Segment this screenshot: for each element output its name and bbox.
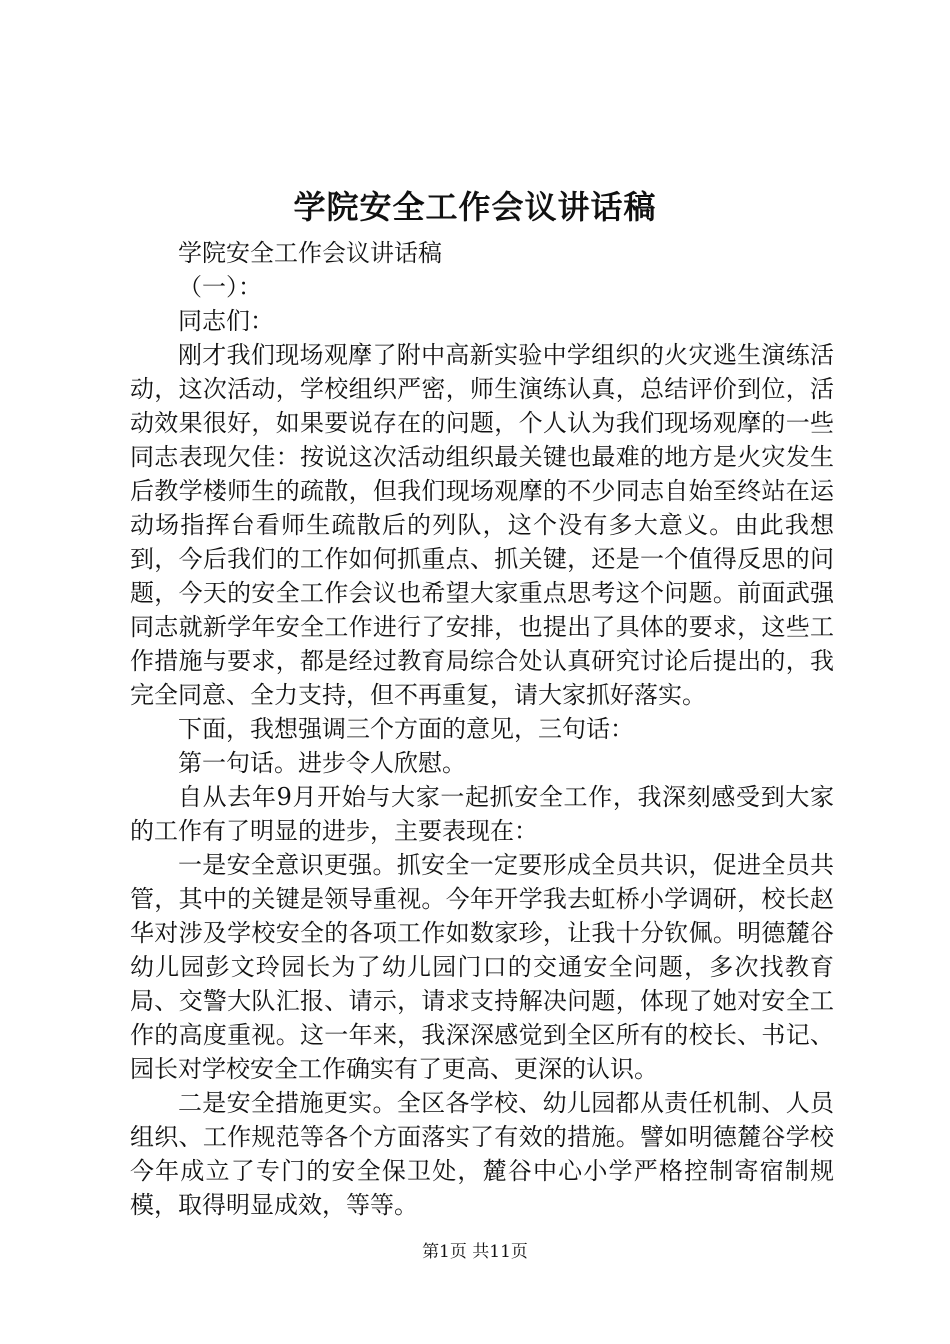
document-title: 学院安全工作会议讲话稿: [293, 188, 657, 226]
body-paragraph: 二是安全措施更实。全区各学校、幼儿园都从责任机制、人员组织、工作规范等各个方面落实了有效的措施。譬如明德麓谷学校今年成立了专门的安全保卫处，麓谷中心小学严格控制寄宿制规模，取得明显成效，等等。: [130, 1089, 834, 1219]
body-paragraph: 一是安全意识更强。抓安全一定要形成全员共识，促进全员共管，其中的关键是领导重视。今年开学我去虹桥小学调研，校长赵华对涉及学校安全的各项工作如数家珍，让我十分钦佩。明德麓谷幼儿园彭文玲园长为了幼儿园门口的交通安全问题，多次找教育局、交警大队汇报、请示，请求支持解决问题，体现了她对安全工作的高度重视。这一年来，我深深感觉到全区所有的校长、书记、园长对学校安全工作确实有了更高、更深的认识。: [130, 851, 834, 1083]
body-paragraph: 下面，我想强调三个方面的意见，三句话：: [178, 715, 634, 743]
section-number-paragraph: （一）：: [178, 273, 262, 301]
body-paragraph: 第一句话。进步令人欣慰。: [178, 749, 466, 777]
document-body: [130, 236, 834, 1222]
salutation-paragraph: 同志们：: [178, 307, 274, 335]
body-paragraph: 刚才我们现场观摩了附中高新实验中学组织的火灾逃生演练活动，这次活动，学校组织严密，师生演练认真，总结评价到位，活动效果很好，如果要说存在的问题，个人认为我们现场观摩的一些同志表现欠佳：按说这次活动组织最关键也最难的地方是火灾发生后教学楼师生的疏散，但我们现场观摩的不少同志自始至终站在运动场指挥台看师生疏散后的列队，这个没有多大意义。由此我想到，今后我们的工作如何抓重点、抓关键，还是一个值得反思的问题，今天的安全工作会议也希望大家重点思考这个问题。前面武强同志就新学年安全工作进行了安排，也提出了具体的要求，这些工作措施与要求，都是经过教育局综合处认真研究讨论后提出的，我完全同意、全力支持，但不再重复，请大家抓好落实。: [130, 341, 834, 709]
subtitle-paragraph: 学院安全工作会议讲话稿: [178, 239, 442, 267]
page-footer: 第1页 共11页: [422, 1242, 528, 1262]
body-paragraph: 自从去年9月开始与大家一起抓安全工作，我深刻感受到大家的工作有了明显的进步，主要表现在：: [130, 783, 834, 845]
